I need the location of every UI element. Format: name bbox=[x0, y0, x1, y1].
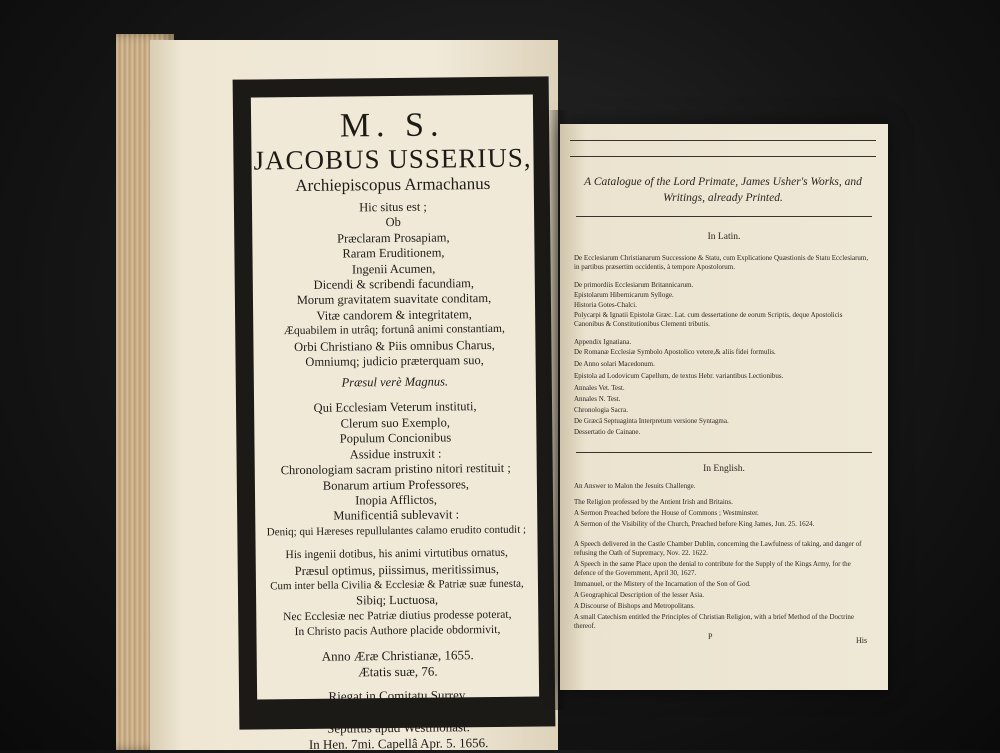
aetatis-line: Ætatis suæ, 76. bbox=[358, 663, 438, 679]
latin-entry: Annales N. Test. bbox=[574, 395, 621, 403]
epitaph-line: Cum inter bella Civilia & Ecclesiæ & Patriæ suæ funesta, bbox=[270, 577, 524, 593]
english-entry: A small Catechism entitled the Principles of Christian Religion, with a brief Method of the Doctrine thereof. bbox=[574, 613, 854, 630]
burial-line: Sepultus apud Westmonast. bbox=[326, 718, 470, 736]
latin-entry: Appendix Ignatiana. bbox=[574, 338, 632, 346]
epitaph-line: Æquabilem in utrâq; fortunâ animi constantiam, bbox=[283, 323, 505, 338]
english-entry: A Speech delivered in the Castle Chamber Dublin, concerning the Lawfulness of taking, and danger of refusing the Oath of Supremacy, Nov. 22. 1622. bbox=[574, 540, 862, 557]
epitaph-line: Munificentiâ sublevavit : bbox=[333, 507, 460, 523]
burial-line: In Hen. 7mi. Capellâ Apr. 5. 1656. bbox=[308, 734, 489, 752]
epitaph-line: Vitæ candorem & integritatem, bbox=[316, 307, 472, 323]
english-entry: A Speech in the same Place upon the denial to contribute for the Supply of the Kings Army, for the defence of the Government, April 30, 1627. bbox=[574, 560, 851, 577]
epitaph-line: Assidue instruxit : bbox=[349, 446, 442, 462]
epitaph-line: Deniq; qui Hæreses repullulantes calamo erudito contudit ; bbox=[266, 523, 527, 539]
english-entry: The Religion professed by the Antient Irish and Britains. bbox=[574, 498, 733, 506]
right-page bbox=[560, 124, 888, 690]
epitaph-line: In Christo pacis Authore placide obdormivit, bbox=[294, 624, 501, 639]
epitaph-line: Dicendi & scribendi facundiam, bbox=[313, 276, 475, 292]
latin-entry: Epistolarum Hibernicarum Sylloge. bbox=[574, 291, 674, 299]
latin-entry: Historia Gotes-Chalci. bbox=[574, 301, 637, 309]
epitaph-line: Inopia Afflictos, bbox=[355, 492, 437, 508]
latin-entry: De primordiis Ecclesiarum Britannicarum. bbox=[574, 281, 694, 289]
english-heading: In English. bbox=[703, 464, 745, 474]
latin-entry: Epistola ad Lodovicum Capellum, de textus Hebr. variantibus Lectionibus. bbox=[574, 372, 784, 380]
praesul-line: Præsul verè Magnus. bbox=[341, 374, 449, 391]
english-entry: A Sermon of the Visibility of the Church, Preached before King James, Jun. 25. 1624. bbox=[574, 520, 815, 528]
english-entry: Immanuel, or the Mistery of the Incarnation of the Son of God. bbox=[574, 580, 751, 588]
epitaph-line: Populum Concionibus bbox=[339, 430, 452, 446]
latin-entry: De Anno solari Macedonum. bbox=[574, 360, 655, 368]
latin-entry: Dessertatio de Cainane. bbox=[574, 428, 641, 436]
burial-line: Martii, 21. Obiit, bbox=[353, 703, 443, 720]
epitaph-panel bbox=[251, 95, 539, 752]
epitaph-line: Hic situs est ; bbox=[359, 199, 427, 215]
burial-line: Riegat in Comitatu Surrey, bbox=[328, 686, 468, 704]
epitaph-line: Raram Eruditionem, bbox=[342, 245, 445, 261]
epitaph-line: Sibiq; Luctuosa, bbox=[356, 592, 439, 608]
epitaph-line: Morum gravitatem suavitate conditam, bbox=[296, 291, 492, 308]
epitaph-title: Archiepiscopus Armachanus bbox=[295, 173, 491, 196]
latin-entry: De Romanæ Ecclesiæ Symbolo Apostolico vetere,& aliis fidei formulis. bbox=[574, 348, 776, 356]
epitaph-line: Qui Ecclesiam Veterum instituti, bbox=[313, 399, 477, 416]
epitaph-line: His ingenii dotibus, his animi virtutibus ornatus, bbox=[285, 546, 508, 562]
epitaph-line: Præclaram Prosapiam, bbox=[337, 230, 450, 246]
epitaph-line: Bonarum artium Professores, bbox=[322, 476, 470, 493]
ms-heading: M. S. bbox=[339, 106, 445, 145]
latin-entry: De Græcâ Septuaginta Interpretum versione Syntagma. bbox=[574, 417, 729, 425]
latin-entry: Annales Vet. Test. bbox=[574, 384, 625, 392]
anno-line: Anno Æræ Christianæ, 1655. bbox=[321, 646, 474, 664]
epitaph-line: Nec Ecclesiæ nec Patriæ diutius prodesse poterat, bbox=[283, 608, 512, 623]
signature-mark: P bbox=[708, 632, 713, 641]
english-entry: A Geographical Description of the lesser Asia. bbox=[574, 591, 705, 599]
epitaph-line: Chronologiam sacram pristino nitori restituit ; bbox=[280, 460, 511, 478]
epitaph-name: JACOBUS USSERIUS, bbox=[253, 142, 532, 176]
epitaph-line: Præsul optimus, piissimus, meritissimus, bbox=[294, 561, 499, 578]
english-entry: A Discourse of Bishops and Metropolitans. bbox=[574, 602, 695, 610]
catalogue-title: A Catalogue of the Lord Primate, James Usher's Works, and Writings, already Printed. bbox=[584, 176, 862, 204]
epitaph-line: Orbi Christiano & Piis omnibus Charus, bbox=[294, 337, 495, 354]
latin-entry: De Ecclesiarum Christianarum Successione & Statu, cum Explicatione Quæstionis de Statu Ecclesiarum, in partibus præsertim occidentis, à tempore Apostolorum. bbox=[574, 254, 869, 271]
catchword: His bbox=[856, 636, 868, 645]
latin-heading: In Latin. bbox=[707, 232, 741, 242]
english-entry: An Answer to Malon the Jesuits Challenge. bbox=[574, 482, 696, 490]
latin-entry: Chronologia Sacra. bbox=[574, 406, 629, 414]
latin-entry: Polycarpi & Ignatii Epistolæ Græc. Lat. cum dessertatione de eorum Scriptis, deque Apostolicis Canonibus & Constitutionibus Clementi tributis. bbox=[574, 311, 843, 328]
epitaph-line: Clerum suo Exemplo, bbox=[340, 415, 451, 431]
epitaph-line: Omniumq; judicio præterquam suo, bbox=[305, 353, 484, 369]
english-entry: A Sermon Preached before the House of Commons ; Westminster. bbox=[574, 509, 759, 517]
epitaph-line: Ob bbox=[385, 215, 401, 230]
epitaph-line: Ingenii Acumen, bbox=[351, 261, 436, 277]
